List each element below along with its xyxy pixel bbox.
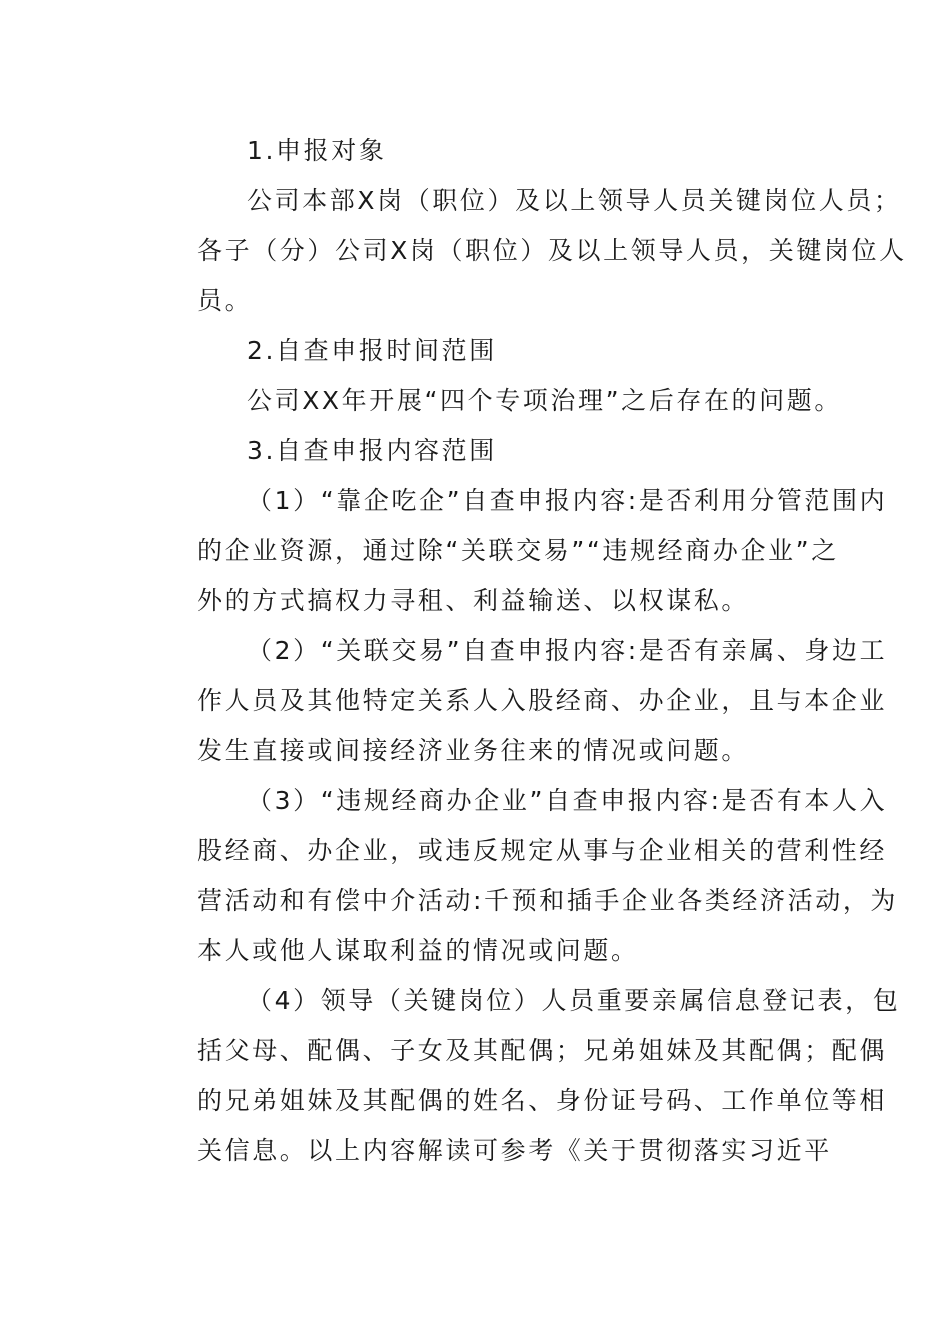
text-line: 各子（分）公司X岗（职位）及以上领导人员，关键岗位人 — [197, 236, 907, 265]
text-line: 的兄弟姐妹及其配偶的姓名、身份证号码、工作单位等相 — [197, 1086, 888, 1115]
text-line: （2）“关联交易”自查申报内容:是否有亲属、身边工 — [247, 636, 888, 665]
text-line: 股经商、办企业，或违反规定从事与企业相关的营利性经 — [197, 836, 888, 865]
section-heading-3 — [147, 426, 807, 476]
text-line: 括父母、配偶、子女及其配偶；兄弟姐妹及其配偶；配偶 — [197, 1036, 888, 1065]
paragraph-report-targets — [147, 176, 907, 326]
text-line: （1）“靠企吃企”自查申报内容:是否利用分管范围内 — [247, 486, 888, 515]
section-heading-2 — [147, 326, 807, 376]
text-line: 2.自查申报时间范围 — [247, 336, 497, 365]
text-line: 关信息。以上内容解读可参考《关于贯彻落实习近平 — [197, 1136, 832, 1165]
paragraph-item-3 — [147, 776, 899, 976]
paragraph-item-4 — [147, 976, 901, 1176]
document-body — [147, 126, 907, 1176]
text-line: 发生直接或间接经济业务往来的情况或问题。 — [197, 736, 750, 765]
text-line: （4）领导（关键岗位）人员重要亲属信息登记表，包 — [247, 986, 901, 1015]
paragraph-item-1 — [147, 476, 888, 626]
paragraph-item-2 — [147, 626, 888, 776]
paragraph-time-range — [147, 376, 842, 426]
text-line: 员。 — [197, 286, 253, 315]
section-heading-1 — [147, 126, 807, 176]
text-line: 作人员及其他特定关系人入股经商、办企业，且与本企业 — [197, 686, 888, 715]
text-line: 营活动和有偿中介活动:千预和插手企业各类经济活动，为 — [197, 886, 899, 915]
text-line: 本人或他人谋取利益的情况或问题。 — [197, 936, 639, 965]
text-line: 1.申报对象 — [247, 136, 387, 165]
text-line: 公司本部X岗（职位）及以上领导人员关键岗位人员； — [247, 186, 902, 215]
text-line: （3）“违规经商办企业”自查申报内容:是否有本人入 — [247, 786, 888, 815]
text-line: 的企业资源，通过除“关联交易”“违规经商办企业”之 — [197, 536, 839, 565]
text-line: 公司XX年开展“四个专项治理”之后存在的问题。 — [247, 386, 842, 415]
text-line: 3.自查申报内容范围 — [247, 436, 497, 465]
text-line: 外的方式搞权力寻租、利益输送、以权谋私。 — [197, 586, 750, 615]
